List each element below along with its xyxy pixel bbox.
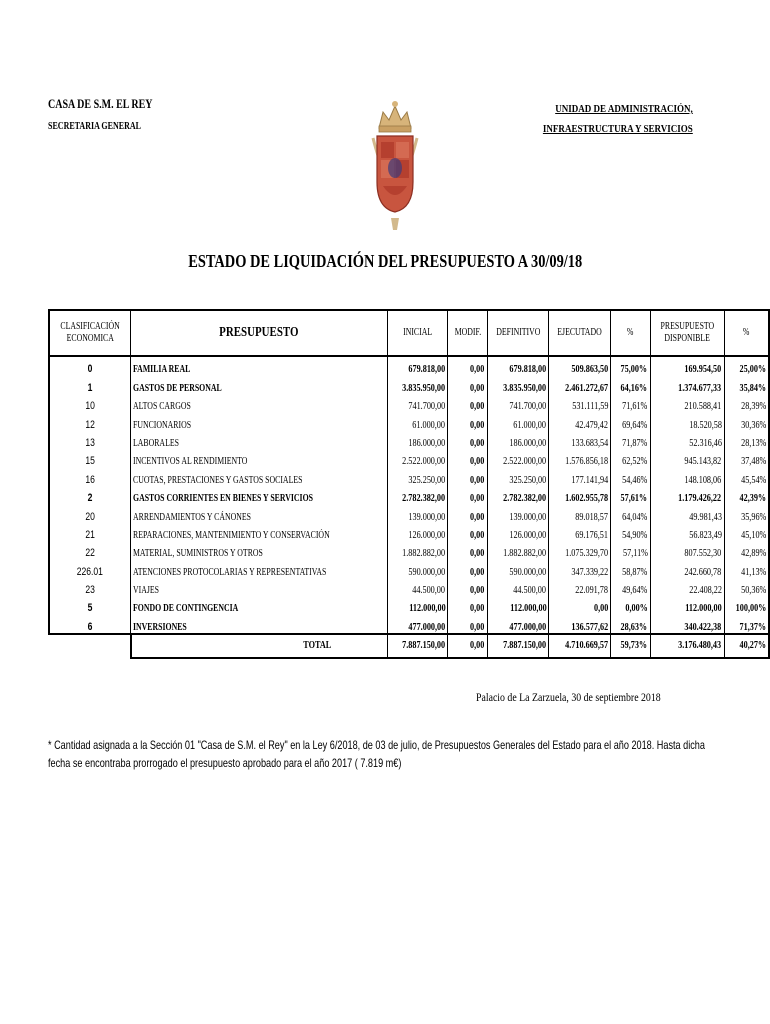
row-definitivo: 44.500,00 bbox=[487, 578, 549, 596]
row-pct-disponible: 45,10% bbox=[724, 523, 769, 541]
row-modif: 0,00 bbox=[448, 431, 487, 449]
row-definitivo: 679.818,00 bbox=[487, 356, 549, 375]
row-ejecutado: 509.863,50 bbox=[549, 356, 611, 375]
row-ejecutado: 1.602.955,78 bbox=[549, 486, 611, 504]
table-row bbox=[49, 449, 769, 467]
row-inicial: 61.000,00 bbox=[388, 412, 448, 430]
row-definitivo: 112.000,00 bbox=[487, 596, 549, 614]
total-ejecutado: 4.710.669,57 bbox=[549, 634, 611, 658]
row-definitivo: 186.000,00 bbox=[487, 431, 549, 449]
row-code: 13 bbox=[49, 431, 131, 449]
table-row bbox=[49, 596, 769, 614]
total-pct-disponible: 40,27% bbox=[724, 634, 769, 658]
unit-name-line1: UNIDAD DE ADMINISTRACIÓN, bbox=[555, 103, 693, 115]
row-pct-disponible: 30,36% bbox=[724, 412, 769, 430]
row-inicial: 139.000,00 bbox=[388, 504, 448, 522]
row-pct-ejecutado: 64,16% bbox=[611, 375, 650, 393]
document-title: ESTADO DE LIQUIDACIÓN DEL PRESUPUESTO A 30/09/18 bbox=[188, 251, 582, 271]
col-inicial: INICIAL bbox=[388, 310, 448, 356]
table-row bbox=[49, 614, 769, 633]
table-row bbox=[49, 467, 769, 485]
row-ejecutado: 136.577,62 bbox=[549, 614, 611, 633]
row-pct-ejecutado: 71,61% bbox=[611, 394, 650, 412]
row-pct-ejecutado: 28,63% bbox=[611, 614, 650, 633]
table-row bbox=[49, 431, 769, 449]
table-row bbox=[49, 375, 769, 393]
row-disponible: 242.660,78 bbox=[650, 559, 724, 577]
row-disponible: 112.000,00 bbox=[650, 596, 724, 614]
row-label: GASTOS DE PERSONAL bbox=[131, 375, 388, 393]
row-definitivo: 325.250,00 bbox=[487, 467, 549, 485]
row-inicial: 3.835.950,00 bbox=[388, 375, 448, 393]
row-code: 2 bbox=[49, 486, 131, 504]
row-definitivo: 741.700,00 bbox=[487, 394, 549, 412]
row-ejecutado: 89.018,57 bbox=[549, 504, 611, 522]
table-row bbox=[49, 412, 769, 430]
row-ejecutado: 1.576.856,18 bbox=[549, 449, 611, 467]
row-definitivo: 1.882.882,00 bbox=[487, 541, 549, 559]
col-definitivo: DEFINITIVO bbox=[487, 310, 549, 356]
col-presupuesto: PRESUPUESTO bbox=[131, 310, 388, 356]
row-pct-disponible: 42,39% bbox=[724, 486, 769, 504]
row-code: 21 bbox=[49, 523, 131, 541]
row-label: FUNCIONARIOS bbox=[131, 412, 388, 430]
row-label: MATERIAL, SUMINISTROS Y OTROS bbox=[131, 541, 388, 559]
row-pct-ejecutado: 57,61% bbox=[611, 486, 650, 504]
budget-table bbox=[48, 309, 770, 659]
row-modif: 0,00 bbox=[448, 375, 487, 393]
row-pct-disponible: 35,84% bbox=[724, 375, 769, 393]
header-right bbox=[510, 99, 693, 139]
row-inicial: 112.000,00 bbox=[388, 596, 448, 614]
row-pct-ejecutado: 64,04% bbox=[611, 504, 650, 522]
table-row bbox=[49, 523, 769, 541]
org-name: CASA DE S.M. EL REY bbox=[48, 97, 153, 111]
row-disponible: 340.422,38 bbox=[650, 614, 724, 633]
row-definitivo: 477.000,00 bbox=[487, 614, 549, 633]
row-code: 5 bbox=[49, 596, 131, 614]
row-label: VIAJES bbox=[131, 578, 388, 596]
row-pct-disponible: 28,39% bbox=[724, 394, 769, 412]
table-row bbox=[49, 578, 769, 596]
row-modif: 0,00 bbox=[448, 578, 487, 596]
row-pct-disponible: 45,54% bbox=[724, 467, 769, 485]
row-definitivo: 590.000,00 bbox=[487, 559, 549, 577]
row-disponible: 148.108,06 bbox=[650, 467, 724, 485]
row-code: 10 bbox=[49, 394, 131, 412]
table-row bbox=[49, 541, 769, 559]
row-code: 22 bbox=[49, 541, 131, 559]
table-row bbox=[49, 486, 769, 504]
table-row bbox=[49, 504, 769, 522]
total-definitivo: 7.887.150,00 bbox=[487, 634, 549, 658]
row-pct-ejecutado: 54,90% bbox=[611, 523, 650, 541]
total-pct-ejecutado: 59,73% bbox=[611, 634, 650, 658]
row-label: FAMILIA REAL bbox=[131, 356, 388, 375]
total-spacer bbox=[49, 634, 131, 658]
row-modif: 0,00 bbox=[448, 523, 487, 541]
row-code: 23 bbox=[49, 578, 131, 596]
col-pct-ejecutado: % bbox=[611, 310, 650, 356]
row-disponible: 945.143,82 bbox=[650, 449, 724, 467]
row-pct-disponible: 41,13% bbox=[724, 559, 769, 577]
table-header bbox=[49, 310, 769, 356]
table-row bbox=[49, 356, 769, 375]
row-code: 12 bbox=[49, 412, 131, 430]
row-pct-disponible: 28,13% bbox=[724, 431, 769, 449]
row-disponible: 210.588,41 bbox=[650, 394, 724, 412]
row-modif: 0,00 bbox=[448, 412, 487, 430]
row-disponible: 169.954,50 bbox=[650, 356, 724, 375]
unit-name-line2: INFRAESTRUCTURA Y SERVICIOS bbox=[543, 123, 693, 135]
row-pct-disponible: 50,36% bbox=[724, 578, 769, 596]
row-pct-disponible: 42,89% bbox=[724, 541, 769, 559]
row-label: FONDO DE CONTINGENCIA bbox=[131, 596, 388, 614]
row-code: 0 bbox=[49, 356, 131, 375]
row-code: 16 bbox=[49, 467, 131, 485]
row-definitivo: 3.835.950,00 bbox=[487, 375, 549, 393]
row-pct-ejecutado: 0,00% bbox=[611, 596, 650, 614]
row-ejecutado: 22.091,78 bbox=[549, 578, 611, 596]
row-inicial: 1.882.882,00 bbox=[388, 541, 448, 559]
row-disponible: 22.408,22 bbox=[650, 578, 724, 596]
row-label: LABORALES bbox=[131, 431, 388, 449]
row-label: ALTOS CARGOS bbox=[131, 394, 388, 412]
row-label: ARRENDAMIENTOS Y CÁNONES bbox=[131, 504, 388, 522]
row-disponible: 52.316,46 bbox=[650, 431, 724, 449]
row-disponible: 1.179.426,22 bbox=[650, 486, 724, 504]
row-ejecutado: 177.141,94 bbox=[549, 467, 611, 485]
total-label: TOTAL bbox=[131, 634, 388, 658]
row-pct-disponible: 71,37% bbox=[724, 614, 769, 633]
row-modif: 0,00 bbox=[448, 394, 487, 412]
row-modif: 0,00 bbox=[448, 596, 487, 614]
row-pct-disponible: 25,00% bbox=[724, 356, 769, 375]
col-clasificacion: CLASIFICACIÓN ECONOMICA bbox=[49, 310, 131, 356]
col-modif: MODIF. bbox=[448, 310, 487, 356]
row-inicial: 44.500,00 bbox=[388, 578, 448, 596]
col-disponible: PRESUPUESTO DISPONIBLE bbox=[650, 310, 724, 356]
row-pct-ejecutado: 62,52% bbox=[611, 449, 650, 467]
row-ejecutado: 133.683,54 bbox=[549, 431, 611, 449]
row-pct-ejecutado: 71,87% bbox=[611, 431, 650, 449]
row-inicial: 186.000,00 bbox=[388, 431, 448, 449]
row-code: 15 bbox=[49, 449, 131, 467]
row-ejecutado: 347.339,22 bbox=[549, 559, 611, 577]
row-inicial: 590.000,00 bbox=[388, 559, 448, 577]
row-inicial: 2.782.382,00 bbox=[388, 486, 448, 504]
row-modif: 0,00 bbox=[448, 449, 487, 467]
row-ejecutado: 531.111,59 bbox=[549, 394, 611, 412]
row-disponible: 1.374.677,33 bbox=[650, 375, 724, 393]
row-inicial: 126.000,00 bbox=[388, 523, 448, 541]
royal-coat-of-arms-icon bbox=[365, 98, 425, 238]
row-disponible: 49.981,43 bbox=[650, 504, 724, 522]
table-row bbox=[49, 394, 769, 412]
row-disponible: 807.552,30 bbox=[650, 541, 724, 559]
row-pct-disponible: 100,00% bbox=[724, 596, 769, 614]
row-label: INCENTIVOS AL RENDIMIENTO bbox=[131, 449, 388, 467]
row-ejecutado: 0,00 bbox=[549, 596, 611, 614]
row-pct-disponible: 35,96% bbox=[724, 504, 769, 522]
row-pct-disponible: 37,48% bbox=[724, 449, 769, 467]
row-pct-ejecutado: 57,11% bbox=[611, 541, 650, 559]
place-date: Palacio de La Zarzuela, 30 de septiembre 2018 bbox=[476, 690, 661, 704]
row-modif: 0,00 bbox=[448, 356, 487, 375]
row-label: REPARACIONES, MANTENIMIENTO Y CONSERVACIÓN bbox=[131, 523, 388, 541]
total-inicial: 7.887.150,00 bbox=[388, 634, 448, 658]
row-pct-ejecutado: 75,00% bbox=[611, 356, 650, 375]
row-label: INVERSIONES bbox=[131, 614, 388, 633]
row-label: CUOTAS, PRESTACIONES Y GASTOS SOCIALES bbox=[131, 467, 388, 485]
row-pct-ejecutado: 54,46% bbox=[611, 467, 650, 485]
row-modif: 0,00 bbox=[448, 614, 487, 633]
row-code: 6 bbox=[49, 614, 131, 633]
row-inicial: 2.522.000,00 bbox=[388, 449, 448, 467]
header-left bbox=[48, 97, 179, 133]
row-modif: 0,00 bbox=[448, 486, 487, 504]
row-label: ATENCIONES PROTOCOLARIAS Y REPRESENTATIVAS bbox=[131, 559, 388, 577]
row-definitivo: 139.000,00 bbox=[487, 504, 549, 522]
row-disponible: 56.823,49 bbox=[650, 523, 724, 541]
col-pct-disponible: % bbox=[724, 310, 769, 356]
row-disponible: 18.520,58 bbox=[650, 412, 724, 430]
row-pct-ejecutado: 49,64% bbox=[611, 578, 650, 596]
row-modif: 0,00 bbox=[448, 541, 487, 559]
row-code: 20 bbox=[49, 504, 131, 522]
row-modif: 0,00 bbox=[448, 504, 487, 522]
total-modif: 0,00 bbox=[448, 634, 487, 658]
row-definitivo: 126.000,00 bbox=[487, 523, 549, 541]
table-row bbox=[49, 559, 769, 577]
total-row bbox=[49, 634, 769, 658]
row-label: GASTOS CORRIENTES EN BIENES Y SERVICIOS bbox=[131, 486, 388, 504]
row-inicial: 679.818,00 bbox=[388, 356, 448, 375]
row-ejecutado: 2.461.272,67 bbox=[549, 375, 611, 393]
row-definitivo: 61.000,00 bbox=[487, 412, 549, 430]
row-code: 1 bbox=[49, 375, 131, 393]
row-modif: 0,00 bbox=[448, 467, 487, 485]
row-inicial: 741.700,00 bbox=[388, 394, 448, 412]
row-ejecutado: 42.479,42 bbox=[549, 412, 611, 430]
row-inicial: 477.000,00 bbox=[388, 614, 448, 633]
row-definitivo: 2.782.382,00 bbox=[487, 486, 549, 504]
org-subtitle: SECRETARIA GENERAL bbox=[48, 121, 141, 132]
col-ejecutado: EJECUTADO bbox=[549, 310, 611, 356]
row-inicial: 325.250,00 bbox=[388, 467, 448, 485]
total-disponible: 3.176.480,43 bbox=[650, 634, 724, 658]
row-modif: 0,00 bbox=[448, 559, 487, 577]
row-pct-ejecutado: 58,87% bbox=[611, 559, 650, 577]
row-ejecutado: 69.176,51 bbox=[549, 523, 611, 541]
row-ejecutado: 1.075.329,70 bbox=[549, 541, 611, 559]
row-definitivo: 2.522.000,00 bbox=[487, 449, 549, 467]
footnote: * Cantidad asignada a la Sección 01 "Casa de S.M. el Rey" en la Ley 6/2018, de 03 de julio, de Presupuestos Generales del Estado para el año 2018. Hasta dicha fecha se encontraba prorrogado el presupuesto aprobado para el año 2017 ( 7.819 m€) bbox=[48, 738, 705, 770]
row-code: 226.01 bbox=[49, 559, 131, 577]
row-pct-ejecutado: 69,64% bbox=[611, 412, 650, 430]
